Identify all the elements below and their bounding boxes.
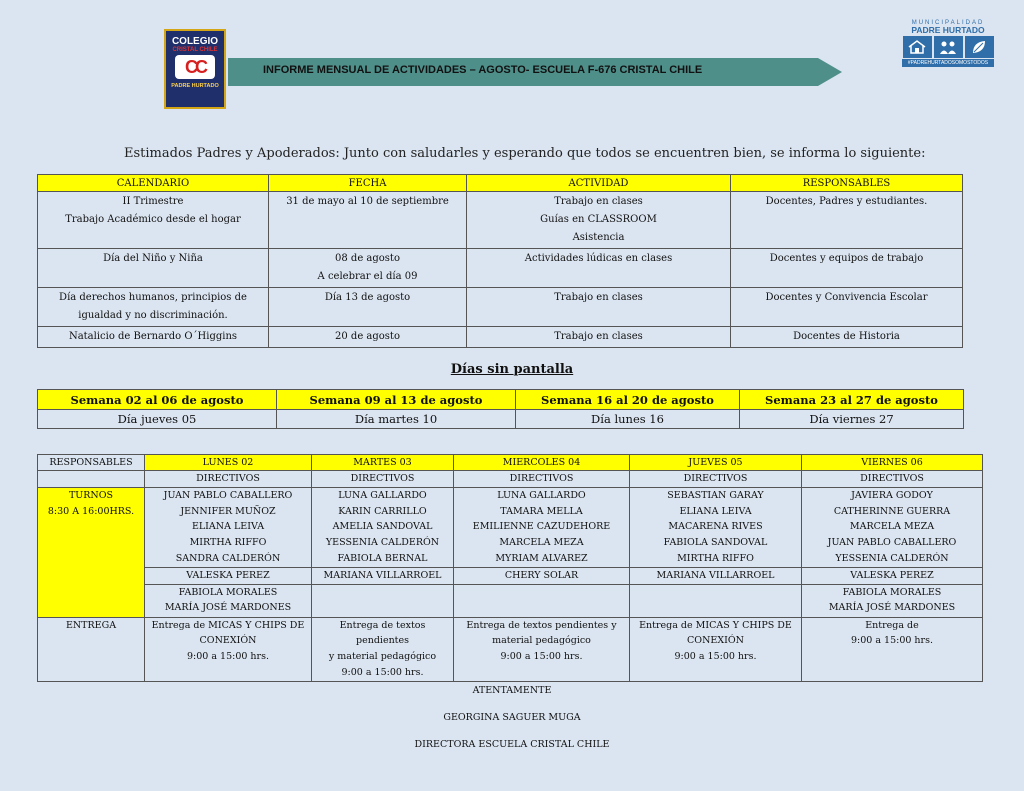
cell-line: Docentes de Historia (793, 331, 900, 342)
calendar-calendario-cell (38, 288, 269, 327)
cell-line: FABIOLA BERNAL (337, 552, 428, 564)
directivos-cell: DIRECTIVOS (312, 471, 454, 488)
entrega-cell (630, 617, 802, 681)
cell-line: Entrega de (865, 619, 919, 631)
calendar-row (38, 327, 963, 348)
municipality-logo-line1: MUNICIPALIDAD (911, 20, 985, 26)
cell-line: Trabajo en clases (554, 292, 643, 303)
day-cell: Día martes 10 (277, 410, 516, 429)
no-screen-days-row (38, 410, 964, 429)
cell-line: Entrega de textos pendientes y (466, 619, 617, 631)
no-screen-title: Días sin pantalla (450, 362, 574, 377)
cell-line: KARIN CARRILLO (338, 505, 427, 517)
calendar-table (37, 174, 963, 348)
entrega-cell (312, 617, 454, 681)
cell-line: material pedagógico (492, 635, 591, 647)
cell-line: Entrega de MICAS Y CHIPS DE (639, 619, 792, 631)
calendar-actividad-cell (467, 327, 731, 348)
signatory-title: DIRECTORA ESCUELA CRISTAL CHILE (414, 739, 610, 750)
staff-extra-cell: MARIANA VILLARROEL (312, 567, 454, 584)
staff-extra-cell (802, 584, 983, 617)
staff-extra-cell (312, 584, 454, 617)
cell-line: MIRTHA RIFFO (677, 552, 754, 564)
cell-line: Trabajo en clases (554, 196, 643, 207)
shifts-table (37, 454, 983, 682)
cell-line: Docentes, Padres y estudiantes. (765, 196, 928, 207)
turnos-row (38, 487, 983, 567)
cell-line: MARCELA MEZA (849, 521, 935, 533)
staff-cell (145, 487, 312, 567)
cell-line: SEBASTIAN GARAY (667, 489, 764, 501)
intro-paragraph: Estimados Padres y Apoderados: Junto con saludarles y esperando que todos se encuentren bien, se informa lo siguiente: (124, 146, 926, 161)
staff-extra-cell: MARIANA VILLARROEL (630, 567, 802, 584)
calendar-row (38, 288, 963, 327)
staff-extra-cell: CHERY SOLAR (454, 567, 630, 584)
cell-line: Día derechos humanos, principios de (59, 292, 247, 303)
cell-line: 9:00 a 15:00 hrs. (341, 666, 424, 678)
leaf-icon (965, 36, 994, 58)
day-header-cell: JUEVES 05 (630, 455, 802, 471)
directivos-cell: DIRECTIVOS (145, 471, 312, 488)
calendar-header-cell: RESPONSABLES (731, 175, 963, 192)
school-logo-line3: PADRE HURTADO (171, 83, 219, 89)
staff-extra-cell (630, 584, 802, 617)
cell-line: ELIANA LEIVA (679, 505, 752, 517)
cell-line: igualdad y no discriminación. (78, 310, 228, 321)
turnos-label: TURNOS (68, 489, 114, 501)
staff-cell (802, 487, 983, 567)
entrega-cell (454, 617, 630, 681)
cell-line: y material pedagógico (328, 651, 437, 663)
directivos-cell: DIRECTIVOS (630, 471, 802, 488)
title-banner-arrow (818, 58, 842, 86)
calendar-header-cell: ACTIVIDAD (467, 175, 731, 192)
cell-line: 9:00 a 15:00 hrs. (851, 635, 933, 647)
cell-line: Natalicio de Bernardo O´Higgins (68, 331, 238, 342)
calendar-fecha-cell (269, 327, 467, 348)
cell-line: 9:00 a 15:00 hrs. (187, 651, 269, 663)
cell-line: Asistencia (572, 232, 625, 243)
municipality-logo-hashtag: #PADREHURTADOSOMOSTODOS (902, 59, 994, 67)
day-header-cell: MARTES 03 (312, 455, 454, 471)
no-screen-table (37, 389, 964, 429)
staff-extra-cell (454, 584, 630, 617)
cell-line: FABIOLA SANDOVAL (663, 537, 768, 549)
cell-line: LUNA GALLARDO (338, 489, 427, 501)
cell-line: II Trimestre (122, 196, 184, 207)
staff-cell (312, 487, 454, 567)
extra2-row (38, 584, 983, 617)
cell-line: Docentes y equipos de trabajo (769, 253, 924, 264)
calendar-responsables-cell (731, 288, 963, 327)
people-icon (934, 36, 963, 58)
entrega-cell (145, 617, 312, 681)
shifts-header-row (38, 455, 983, 471)
school-logo-line2: CRISTAL CHILE (172, 47, 218, 53)
calendar-header-cell: FECHA (269, 175, 467, 192)
cell-line: Entrega de MICAS Y CHIPS DE (151, 619, 305, 631)
cell-line: YESSENIA CALDERÓN (835, 552, 949, 564)
cell-line: ELIANA LEIVA (191, 521, 265, 533)
cell-line: LUNA GALLARDO (497, 489, 586, 501)
cell-line: Trabajo Académico desde el hogar (65, 214, 241, 225)
day-header-cell: VIERNES 06 (802, 455, 983, 471)
day-cell: Día lunes 16 (516, 410, 740, 429)
directivos-cell: DIRECTIVOS (802, 471, 983, 488)
staff-extra-cell (145, 584, 312, 617)
entrega-cell (802, 617, 983, 681)
calendar-header-row (38, 175, 963, 192)
day-cell: Día jueves 05 (38, 410, 277, 429)
staff-cell (630, 487, 802, 567)
day-header-cell: MIERCOLES 04 (454, 455, 630, 471)
cell-line: SANDRA CALDERÓN (175, 552, 281, 564)
calendar-fecha-cell (269, 249, 467, 288)
week-cell: Semana 16 al 20 de agosto (516, 390, 740, 410)
cell-line: MACARENA RIVES (668, 521, 763, 533)
cell-line: MARÍA JOSÉ MARDONES (828, 602, 956, 614)
house-icon (903, 36, 932, 58)
extra1-row (38, 567, 983, 584)
cell-line: Entrega de textos pendientes (339, 619, 426, 647)
cell-line: EMILIENNE CAZUDEHORE (472, 521, 611, 533)
directivos-cell: DIRECTIVOS (454, 471, 630, 488)
calendar-actividad-cell (467, 249, 731, 288)
cell-line: TAMARA MELLA (500, 505, 583, 517)
cell-line: JUAN PABLO CABALLERO (163, 489, 293, 501)
week-cell: Semana 09 al 13 de agosto (277, 390, 516, 410)
staff-extra-cell: VALESKA PEREZ (802, 567, 983, 584)
cell-line: MIRTHA RIFFO (189, 537, 267, 549)
entrega-label-cell: ENTREGA (38, 617, 145, 681)
closing-salutation: ATENTAMENTE (472, 685, 552, 696)
shifts-corner-cell: RESPONSABLES (38, 455, 145, 471)
calendar-responsables-cell (731, 327, 963, 348)
day-cell: Día viernes 27 (740, 410, 964, 429)
cell-line: JAVIERA GODOY (851, 489, 933, 501)
calendar-fecha-cell (269, 288, 467, 327)
cell-line: AMELIA SANDOVAL (332, 521, 433, 533)
cell-line: Día del Niño y Niña (103, 253, 203, 264)
cell-line: 31 de mayo al 10 de septiembre (286, 196, 449, 207)
empty-cell (38, 471, 145, 488)
signatory-name: GEORGINA SAGUER MUGA (443, 712, 581, 723)
municipality-logo (900, 20, 996, 74)
calendar-calendario-cell (38, 249, 269, 288)
staff-cell (454, 487, 630, 567)
cell-line: CATHERINNE GUERRA (833, 505, 951, 517)
cell-line: CONEXIÓN (199, 635, 257, 647)
staff-extra-cell: VALESKA PEREZ (145, 567, 312, 584)
cell-line: 08 de agosto (335, 253, 400, 264)
cell-line: Guías en CLASSROOM (540, 214, 657, 225)
turnos-hours: 8:30 A 16:00HRS. (47, 505, 135, 517)
calendar-responsables-cell (731, 249, 963, 288)
school-logo-line1: COLEGIO (171, 36, 219, 47)
calendar-calendario-cell (38, 192, 269, 249)
cell-line: 20 de agosto (335, 331, 400, 342)
cell-line: Día 13 de agosto (324, 292, 411, 303)
cell-line: MARÍA JOSÉ MARDONES (164, 602, 292, 614)
week-cell: Semana 23 al 27 de agosto (740, 390, 964, 410)
cell-line: MYRIAM ALVAREZ (495, 552, 588, 564)
calendar-row (38, 249, 963, 288)
cell-line: JUAN PABLO CABALLERO (827, 537, 957, 549)
cell-line: MARCELA MEZA (499, 537, 584, 549)
calendar-actividad-cell (467, 288, 731, 327)
calendar-actividad-cell (467, 192, 731, 249)
no-screen-weeks-row (38, 390, 964, 410)
cell-line: Docentes y Convivencia Escolar (765, 292, 928, 303)
cell-line: FABIOLA MORALES (842, 586, 942, 598)
cell-line: YESSENIA CALDERÓN (325, 537, 440, 549)
calendar-fecha-cell (269, 192, 467, 249)
entrega-row (38, 617, 983, 681)
calendar-row (38, 192, 963, 249)
cell-line: Actividades lúdicas en clases (524, 253, 673, 264)
day-header-cell: LUNES 02 (145, 455, 312, 471)
cell-line: CONEXIÓN (687, 635, 744, 647)
cell-line: JENNIFER MUÑOZ (180, 505, 276, 517)
cell-line: A celebrar el día 09 (317, 271, 418, 282)
school-logo (164, 29, 226, 109)
calendar-calendario-cell (38, 327, 269, 348)
cell-line: FABIOLA MORALES (178, 586, 278, 598)
cell-line: Trabajo en clases (554, 331, 643, 342)
cell-line: 9:00 a 15:00 hrs. (674, 651, 757, 663)
turnos-label-cell (38, 487, 145, 617)
cell-line: 9:00 a 15:00 hrs. (500, 651, 583, 663)
directivos-row (38, 471, 983, 488)
school-logo-mark: CC (175, 55, 215, 79)
calendar-responsables-cell (731, 192, 963, 249)
calendar-header-cell: CALENDARIO (38, 175, 269, 192)
week-cell: Semana 02 al 06 de agosto (38, 390, 277, 410)
report-title: INFORME MENSUAL DE ACTIVIDADES – AGOSTO- ESCUELA F-676 CRISTAL CHILE (263, 64, 703, 76)
municipality-logo-line2: PADRE HURTADO (911, 25, 985, 35)
